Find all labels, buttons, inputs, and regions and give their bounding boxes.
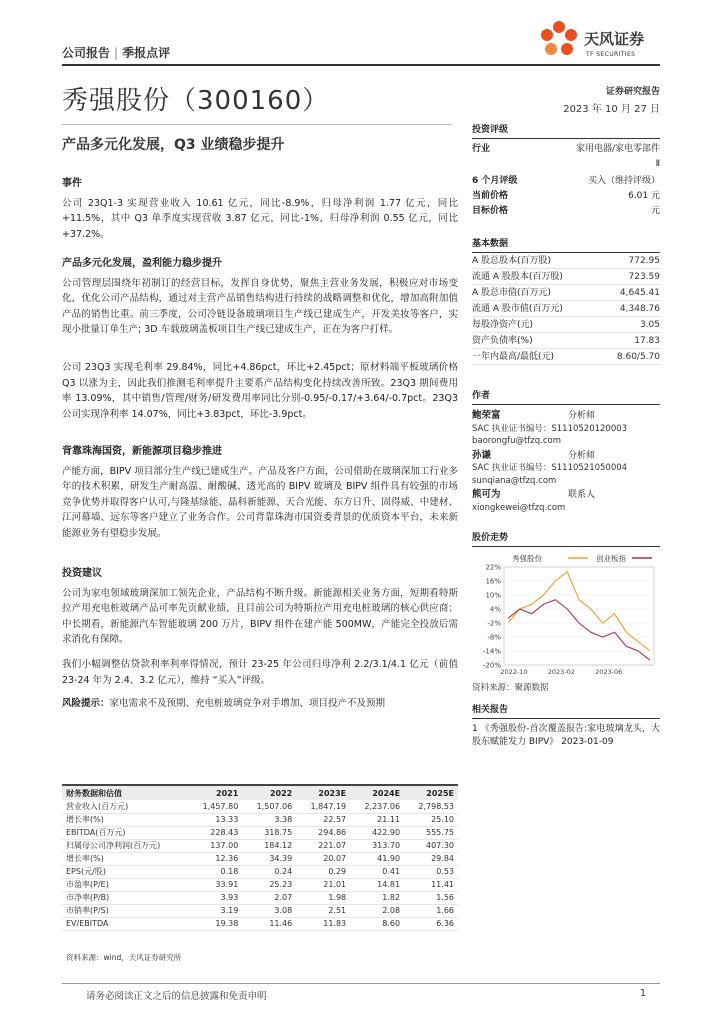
table-cell: 228.43	[188, 826, 242, 839]
table-row-label: 增长率(%)	[62, 852, 188, 865]
table-cell: 34.39	[242, 852, 296, 865]
table-row-label: EV/EBITDA	[62, 917, 188, 930]
section-paragraph: 公司管理层围绕年初制订的经营目标，发挥自身优势，聚焦主营业务发展，积极应对市场变化，优化公司产品结构，通过对主营产品销售结构进行持续的战略调整和优化，增加高附加值产品的销售比重。前三季度，公司冷链设备玻璃项目生产线已建成生产，开发美妆等客户，实现小批量订单生产; 3D 车载玻璃盖板项目生产线已建成生产，正在为客户打样。	[62, 277, 458, 335]
divider: |	[114, 46, 119, 60]
logo-flower-icon	[536, 18, 582, 64]
table-cell: 22.57	[296, 813, 350, 826]
table-cell: 3.08	[242, 904, 296, 917]
price-chart	[472, 551, 660, 679]
table-cell: 6.36	[404, 917, 458, 930]
target-row: 目标价格 元	[472, 206, 660, 216]
table-cell: 21.01	[296, 878, 350, 891]
risk-paragraph: 风险提示：家电需求不及预期、充电桩玻璃竞争对手增加、项目投产不及预期	[62, 698, 386, 709]
table-row	[62, 839, 458, 852]
section-paragraph: 公司 23Q3 实现毛利率 29.84%，同比+4.86pct，环比+2.45pct；原材料端平板玻璃价格 Q3 以涨为主，因此我们推测毛利率提升主要系产品结构变化持续改善所致。23Q3 期间费用率 13.09%，其中销售/管理/财务/研发费用率同比分别-0.95/-0.17/+3.64/-0.7pct。23Q3 公司实现净利率 14.07%，同比+3.83pct，环比-3.9pct。	[62, 362, 458, 420]
author-entry: 孙谦 分析师 SAC 执业证书编号：S1110521050004 sunqiana@tfzq.com	[472, 449, 628, 486]
author-entry: 熊可为 联系人 xiongkewei@tfzq.com	[472, 489, 596, 513]
financial-table	[62, 786, 458, 931]
logo-name: 天风证券	[584, 30, 645, 48]
chart-source: 资料来源：聚源数据	[472, 683, 549, 693]
section-margin	[62, 360, 458, 422]
table-cell: 0.41	[350, 865, 404, 878]
x-tick-label: 2023-02	[547, 668, 575, 676]
section-new-energy	[62, 444, 458, 541]
table-cell: 0.24	[242, 865, 296, 878]
section-heading: 背靠珠海国资，新能源项目稳步推进	[62, 446, 222, 457]
price-chart-panel	[472, 530, 660, 693]
section-risk	[62, 696, 458, 712]
footer-disclaimer[interactable]: 请务必阅读正文之后的信息披露和免责申明	[86, 991, 267, 1002]
table-cell: 2,798.53	[404, 800, 458, 813]
table-cell: 33.91	[188, 878, 242, 891]
table-row-label: EBITDA(百万元)	[62, 826, 188, 839]
legend-label-b: 创业板指	[596, 554, 626, 563]
company-title: 秀强股份（300160）	[62, 86, 330, 116]
basic-row: 一年内最高/最低(元) 8.60/5.70	[472, 349, 660, 365]
y-tick-label: 16%	[485, 577, 501, 586]
table-header-row: 财务数据和估值 2021 2022 2023E 2024E 2025E	[62, 786, 458, 800]
table-row-label: EPS(元/股)	[62, 865, 188, 878]
table-cell: 0.29	[296, 865, 350, 878]
table-cell: 2.08	[350, 904, 404, 917]
series-line-stock	[508, 572, 650, 651]
table-row	[62, 800, 458, 813]
table-cell: 555.75	[404, 826, 458, 839]
table-cell: 294.86	[296, 826, 350, 839]
related-panel	[472, 702, 660, 749]
industry-row-cont: Ⅱ	[655, 159, 660, 169]
y-tick-label: -8%	[487, 633, 501, 642]
table-row	[62, 891, 458, 904]
company-logo	[536, 18, 666, 66]
basic-row: A 股总股本(百万股) 772.95	[472, 253, 660, 269]
authors-heading: 作者	[472, 388, 660, 405]
section-paragraph: 公司 23Q1-3 实现营业收入 10.61 亿元，同比-8.9%，归母净利润 1.77 亿元，同比+11.5%，其中 Q3 单季度实现营收 3.87 亿元，同比-1%，归母净利润 0.55 亿元，同比+37.2%。	[62, 197, 458, 240]
table-row	[62, 904, 458, 917]
table-row-label: 归属母公司净利润(百万元)	[62, 839, 188, 852]
rating-heading: 投资评级	[472, 122, 660, 139]
table-cell: 184.12	[242, 839, 296, 852]
table-cell: 318.75	[242, 826, 296, 839]
report-date: 2023 年 10 月 27 日	[563, 104, 660, 115]
section-paragraph: 我们小幅调整估贷款利率利率得情况，预计 23-25 年公司归母净利 2.2/3.1/4.1 亿元（前值 23-24 年为 2.4、3.2 亿元），维持 “买入”评级。	[62, 659, 458, 686]
x-tick-label: 2023-06	[595, 668, 623, 676]
section-heading: 事件	[62, 178, 82, 189]
table-row	[62, 813, 458, 826]
section-paragraph: 公司为家电领域玻璃深加工领先企业，产品结构不断升级。新能源相关业务方面，短期看特斯拉产用充电桩玻璃产品可率先贡献业绩，且目前公司为特斯拉产用充电桩玻璃的核心供应商；中长期看，新能源汽车智能玻璃 200 万片，BIPV 组件在建产能 500MW，产能完全投放后需求消化有保障。	[62, 587, 458, 645]
footer-rule	[62, 983, 660, 984]
section-heading: 产品多元化发展，盈利能力稳步提升	[62, 258, 222, 269]
table-cell: 41.90	[350, 852, 404, 865]
table-row-label: 营业收入(百万元)	[62, 800, 188, 813]
rating-panel	[472, 122, 660, 219]
authors-panel	[472, 388, 660, 514]
table-cell: 12.36	[188, 852, 242, 865]
table-cell: 1.82	[350, 891, 404, 904]
section-paragraph: 产能方面，BIPV 项目部分生产线已建成生产。产品及客户方面，公司借助在玻璃深加工行业多年的技术积累，研发生产耐高温、耐酸碱、透光高的 BIPV 玻璃及 BIPV 组件具有较强的市场竞争优势并取得客户认可,与隆基绿能、晶科新能源、天合光能、东方日升、固得威、中建材、江河幕墙、远东等客户建立了业务合作。公司背靠珠海市国资委背景的优质资本平台，未来新能源业务有望稳步发展。	[62, 465, 458, 539]
table-row	[62, 852, 458, 865]
table-cell: 0.53	[404, 865, 458, 878]
related-heading: 相关报告	[472, 702, 660, 719]
y-tick-label: 4%	[489, 605, 501, 614]
table-cell: 137.00	[188, 839, 242, 852]
table-row	[62, 878, 458, 891]
table-cell: 422.90	[350, 826, 404, 839]
table-cell: 1.66	[404, 904, 458, 917]
table-row-label: 增长率(%)	[62, 813, 188, 826]
table-cell: 14.81	[350, 878, 404, 891]
table-row	[62, 865, 458, 878]
table-cell: 8.60	[350, 917, 404, 930]
basic-data-panel	[472, 236, 660, 365]
x-tick-label: 2022-10	[500, 668, 528, 676]
related-report-link[interactable]: 1 《秀强股份-首次覆盖报告:家电玻璃龙头，大股东赋能发力 BIPV》 2023-01-09	[472, 724, 660, 747]
y-tick-label: 10%	[485, 591, 501, 600]
y-tick-label: 22%	[485, 563, 501, 572]
table-cell: 2.51	[296, 904, 350, 917]
table-cell: 2,237.06	[350, 800, 404, 813]
chart-heading: 股价走势	[472, 530, 660, 547]
table-cell: 2.07	[242, 891, 296, 904]
basic-heading: 基本数据	[472, 236, 660, 253]
y-tick-label: -20%	[482, 661, 501, 670]
table-row-label: 市净率(P/B)	[62, 891, 188, 904]
table-cell: 21.11	[350, 813, 404, 826]
section-investment	[62, 566, 458, 648]
table-cell: 313.70	[350, 839, 404, 852]
basic-row: 流通 A 股市值(百万元) 4,348.76	[472, 301, 660, 317]
table-cell: 3.93	[188, 891, 242, 904]
table-row	[62, 826, 458, 839]
table-source: 资料来源：wind，天风证券研究所	[66, 953, 182, 962]
y-tick-label: -14%	[482, 647, 501, 656]
section-forecast	[62, 657, 458, 688]
table-cell: 11.46	[242, 917, 296, 930]
table-row	[62, 917, 458, 930]
basic-row: 资产负债率(%) 17.83	[472, 333, 660, 349]
author-entry: 鲍荣富 分析师 SAC 执业证书编号：S1110520120003 baorongfu@tfzq.com	[472, 410, 628, 446]
basic-row: 流通 A 股股本(百万股) 723.59	[472, 269, 660, 285]
report-subtitle: 产品多元化发展，Q3 业绩稳步提升	[62, 137, 285, 153]
table-cell: 13.33	[188, 813, 242, 826]
table-cell: 221.07	[296, 839, 350, 852]
table-row-label: 市盈率(P/E)	[62, 878, 188, 891]
rating-row: 6 个月评级 买入（维持评级）	[472, 176, 660, 186]
table-cell: 1.98	[296, 891, 350, 904]
basic-row: 每股净资产(元) 3.05	[472, 317, 660, 333]
table-cell: 1,507.06	[242, 800, 296, 813]
table-cell: 29.84	[404, 852, 458, 865]
table-cell: 25.10	[404, 813, 458, 826]
plot-frame	[504, 567, 654, 665]
section-heading: 投资建议	[62, 568, 102, 579]
table-cell: 3.19	[188, 904, 242, 917]
table-cell: 25.23	[242, 878, 296, 891]
section-diversification	[62, 256, 458, 338]
table-cell: 0.18	[188, 865, 242, 878]
title-rule	[62, 124, 452, 125]
section-event	[62, 176, 458, 242]
basic-row: A 股总市值(百万元) 4,645.41	[472, 285, 660, 301]
table-cell: 1,847.19	[296, 800, 350, 813]
table-cell: 19.38	[188, 917, 242, 930]
table-row-label: 市销率(P/S)	[62, 904, 188, 917]
table-cell: 1,457.80	[188, 800, 242, 813]
legend-label-a: 秀强股份	[512, 554, 542, 563]
table-cell: 3.38	[242, 813, 296, 826]
industry-row: 行业 家用电器/家电零部件	[472, 144, 660, 154]
logo-en: TF SECURITIES	[586, 51, 636, 58]
report-type: 证券研究报告	[605, 87, 660, 97]
price-row: 当前价格 6.01 元	[472, 191, 660, 201]
table-cell: 1.56	[404, 891, 458, 904]
y-tick-label: -2%	[487, 619, 501, 628]
table-cell: 11.41	[404, 878, 458, 891]
report-category: 公司报告 | 季报点评	[62, 46, 171, 60]
page-number: 1	[640, 988, 647, 999]
table-cell: 20.07	[296, 852, 350, 865]
table-cell: 11.83	[296, 917, 350, 930]
table-cell: 407.30	[404, 839, 458, 852]
